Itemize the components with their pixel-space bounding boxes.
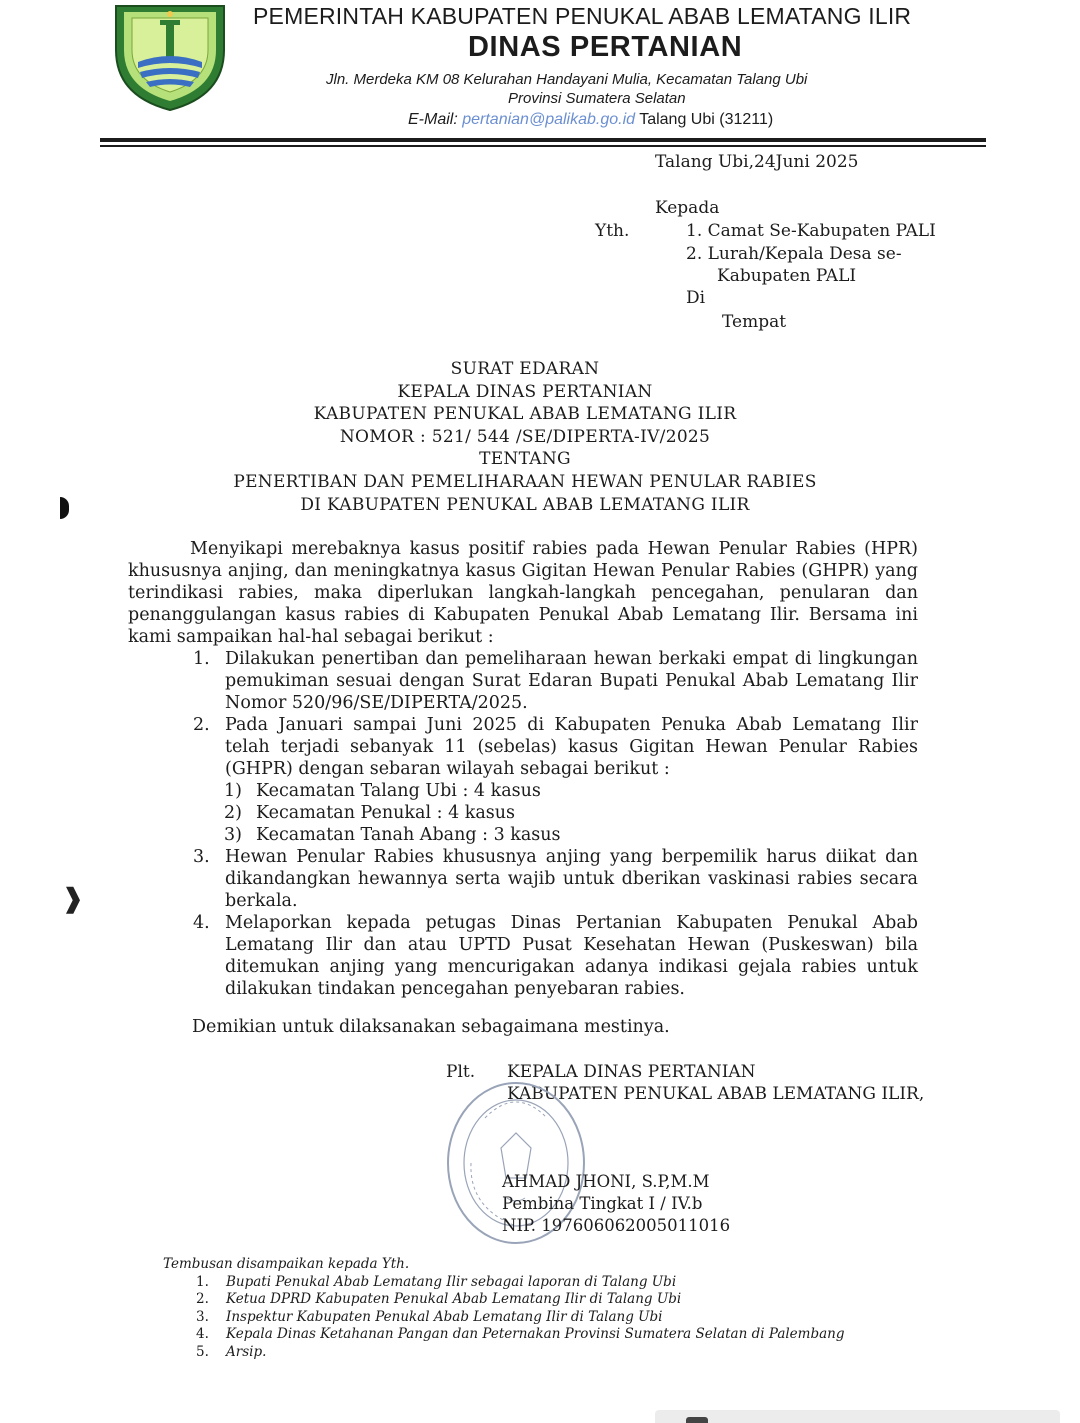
sub-list-item-number: 3) <box>224 825 242 845</box>
cc-item-text: Ketua DPRD Kabupaten Penukal Abab Lematang Ilir di Talang Ubi <box>226 1291 682 1307</box>
city-postal: Talang Ubi (31211) <box>639 111 774 128</box>
list-item-text: Melaporkan kepada petugas Dinas Pertanian Kabupaten Penukal Abab Lematang Ilir dan atau UPTD Pusat Kesehatan Hewan (Puskeswan) bila ditemukan anjing yang mencurigakan adanya indikasi gejala rabies untuk dilakukan tindakan pencegahan penyebaran rabies. <box>225 913 918 999</box>
cc-item-text: Kepala Dinas Ketahanan Pangan dan Peternakan Provinsi Sumatera Selatan di Palembang <box>226 1326 845 1342</box>
header-address-line2: Provinsi Sumatera Selatan <box>508 90 686 107</box>
letter-date: Talang Ubi,24Juni 2025 <box>655 152 859 172</box>
sub-list-item-text: Kecamatan Penukal : 4 kasus <box>256 803 516 823</box>
email-label: E-Mail: <box>408 111 458 128</box>
signatory-name: AHMAD JHONI, S.P,M.M <box>502 1172 710 1191</box>
sub-list-item <box>128 780 918 802</box>
cc-item-text: Bupati Penukal Abab Lematang Ilir sebagai laporan di Talang Ubi <box>226 1273 677 1290</box>
list-item <box>128 846 918 912</box>
list-item-number: 1. <box>193 649 210 669</box>
letter-yth: Yth. <box>595 221 630 241</box>
cc-item-number: 5. <box>196 1343 209 1360</box>
viewer-bottom-bar[interactable] <box>655 1410 1060 1423</box>
list-item-number: 3. <box>193 847 210 867</box>
header-government: PEMERINTAH KABUPATEN PENUKAL ABAB LEMATANG ILIR <box>253 3 912 29</box>
letter-body <box>128 538 918 1000</box>
header-department: DINAS PERTANIAN <box>468 31 743 63</box>
closing-sentence: Demikian untuk dilaksanakan sebagaimana mestinya. <box>192 1017 670 1037</box>
cc-item-number: 2. <box>196 1291 209 1307</box>
cc-item <box>163 1344 845 1362</box>
recipient-2: 2. Lurah/Kepala Desa se- <box>686 244 902 264</box>
cc-item <box>163 1309 845 1327</box>
recipient-2-continued: Kabupaten PALI <box>717 266 857 286</box>
sub-list-item-number: 1) <box>224 781 242 801</box>
list-item-number: 2. <box>193 715 210 735</box>
signature-position-line2: KABUPATEN PENUKAL ABAB LEMATANG ILIR, <box>507 1084 925 1104</box>
cc-list <box>163 1274 845 1362</box>
title-tentang: TENTANG <box>479 449 571 469</box>
signatory-rank: Pembina Tingkat I / IV.b <box>502 1194 703 1213</box>
signature-position-line1: KEPALA DINAS PERTANIAN <box>507 1062 756 1082</box>
instruction-list <box>128 648 918 1000</box>
cc-title: Tembusan disampaikan kepada Yth. <box>163 1256 410 1272</box>
cc-item <box>163 1326 845 1344</box>
cc-item-number: 3. <box>196 1308 209 1325</box>
signature-plt: Plt. <box>446 1062 476 1082</box>
email-link[interactable]: pertanian@palikab.go.id <box>462 111 636 128</box>
sub-list-item <box>128 802 918 824</box>
title-nomor: NOMOR : 521/ 544 /SE/DIPERTA-IV/2025 <box>339 427 711 447</box>
list-item <box>128 714 918 780</box>
signatory-nip: NIP. 197606062005011016 <box>502 1216 731 1235</box>
list-item-text: Pada Januari sampai Juni 2025 di Kabupaten Penuka Abab Lematang Ilir telah terjadi sebanyak 11 (sebelas) kasus Gigitan Hewan Penular Rabies (GHPR) dengan sebaran wilayah sebagai berikut : <box>225 715 918 779</box>
sub-list-item-text: Kecamatan Tanah Abang : 3 kasus <box>256 825 561 845</box>
cc-item-text: Arsip. <box>226 1343 267 1360</box>
sub-list-item-text: Kecamatan Talang Ubi : 4 kasus <box>256 781 541 801</box>
sub-list-item-number: 2) <box>224 803 242 823</box>
letter-di: Di <box>686 288 706 308</box>
title-kepala-dinas: KEPALA DINAS PERTANIAN <box>397 382 653 402</box>
cc-item-number: 1. <box>196 1273 209 1290</box>
intro-paragraph: Menyikapi merebaknya kasus positif rabies pada Hewan Penular Rabies (HPR) khususnya anjing, dan meningkatnya kasus Gigitan Hewan Penular Rabies (GHPR) yang terindikasi rabies, maka diperlukan langkah-langkah pencegahan, penularan dan penanggulangan kasus rabies di Kabupaten Penukal Abab Lematang Ilir. Bersama ini kami sampaikan hal-hal sebagai berikut : <box>128 539 918 647</box>
letter-tempat: Tempat <box>722 312 787 332</box>
list-item-text: Hewan Penular Rabies khususnya anjing yang berpemilik harus diikat dan dikandangkan hewannya serta wajib untuk dberikan vaskinasi rabies secara berkala. <box>225 847 918 911</box>
regency-emblem-logo <box>108 0 232 112</box>
viewer-bottom-handle[interactable] <box>686 1417 708 1423</box>
title-surat-edaran: SURAT EDARAN <box>450 359 600 379</box>
cc-block <box>163 1256 845 1361</box>
sub-list-item <box>128 824 918 846</box>
title-subject-line1: PENERTIBAN DAN PEMELIHARAAN HEWAN PENULAR RABIES <box>233 472 817 492</box>
title-subject-line2: DI KABUPATEN PENUKAL ABAB LEMATANG ILIR <box>300 495 750 515</box>
cc-item-text: Inspektur Kabupaten Penukal Abab Lematang Ilir di Talang Ubi <box>226 1308 663 1325</box>
header-email-line <box>408 111 773 129</box>
list-item-text: Dilakukan penertiban dan pemeliharaan hewan berkaki empat di lingkungan pemukiman sesuai dengan Surat Edaran Bupati Penukal Abab Lematang Ilir Nomor 520/96/SE/DIPERTA/2025. <box>225 649 918 713</box>
cc-item <box>163 1274 845 1292</box>
scan-hole-mark <box>60 497 69 519</box>
list-item <box>128 648 918 714</box>
cc-item <box>163 1291 845 1309</box>
header-address-line1: Jln. Merdeka KM 08 Kelurahan Handayani Mulia, Kecamatan Talang Ubi <box>326 71 808 88</box>
list-item-number: 4. <box>193 913 210 933</box>
recipient-1: 1. Camat Se-Kabupaten PALI <box>686 221 936 241</box>
scan-hole-mark: ❱ <box>62 884 84 914</box>
header-rule-thin <box>100 145 986 147</box>
cc-item-number: 4. <box>196 1326 209 1342</box>
title-kabupaten: KABUPATEN PENUKAL ABAB LEMATANG ILIR <box>313 404 737 424</box>
header-rule-thick <box>100 138 986 142</box>
letter-kepada: Kepada <box>655 198 720 218</box>
list-item <box>128 912 918 1000</box>
